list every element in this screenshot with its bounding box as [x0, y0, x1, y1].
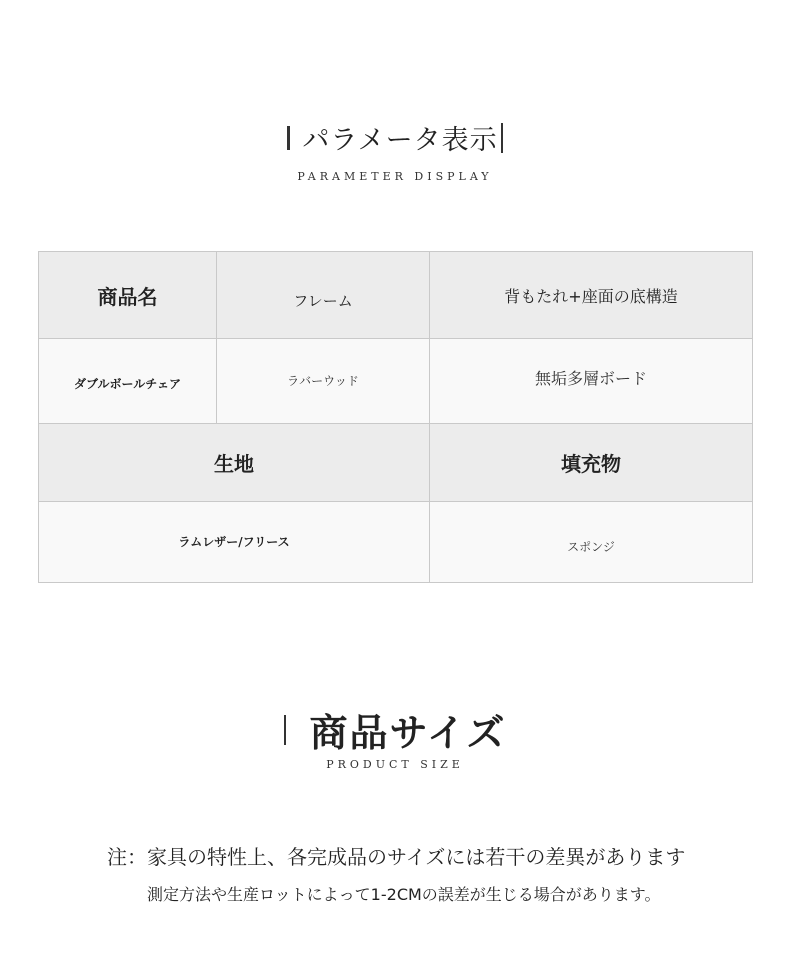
- table-row: [39, 252, 753, 339]
- title-bar-left: [284, 715, 286, 745]
- value-product-name: ダブルボールチェア: [74, 376, 181, 391]
- header-fabric: 生地: [214, 452, 254, 476]
- header-frame: フレーム: [293, 291, 353, 310]
- value-filling: スポンジ: [567, 539, 615, 554]
- title-bar-right: [501, 123, 503, 153]
- header-product-name: 商品名: [97, 284, 158, 309]
- value-frame: ラバーウッド: [287, 373, 359, 388]
- table-cell: [430, 502, 753, 583]
- size-note-line2: 測定方法や生産ロットによって1-2CMの誤差が生じる場合があります。: [147, 885, 661, 904]
- parameter-table: [38, 251, 753, 583]
- table-row: [39, 424, 753, 502]
- title-bar-left: [287, 126, 290, 150]
- parameter-title: パラメータ表示: [302, 125, 498, 156]
- table-row: [39, 502, 753, 583]
- table-row: [39, 339, 753, 424]
- table-cell: [39, 502, 430, 583]
- table-cell: [39, 339, 217, 424]
- table-cell: [430, 424, 753, 502]
- table-cell: [39, 424, 430, 502]
- product-size-title: 商品サイズ: [309, 711, 507, 755]
- table-cell: [430, 252, 753, 339]
- header-back-seat-structure: 背もたれ+座面の底構造: [504, 286, 678, 306]
- product-size-subtitle: PRODUCT SIZE: [326, 758, 464, 771]
- table-cell: [430, 339, 753, 424]
- header-filling: 填充物: [561, 452, 621, 476]
- value-fabric: ラムレザー/フリース: [178, 534, 290, 549]
- table-cell: [39, 252, 217, 339]
- parameter-section-title: [0, 118, 790, 157]
- product-size-section-title: [0, 702, 790, 757]
- value-back-seat-structure: 無垢多層ボード: [534, 368, 647, 388]
- table-cell: [217, 252, 430, 339]
- size-note-line1: 注：家具の特性上、各完成品のサイズには若干の差異があります: [107, 845, 686, 869]
- table-cell: [217, 339, 430, 424]
- parameter-subtitle: PARAMETER DISPLAY: [297, 170, 493, 183]
